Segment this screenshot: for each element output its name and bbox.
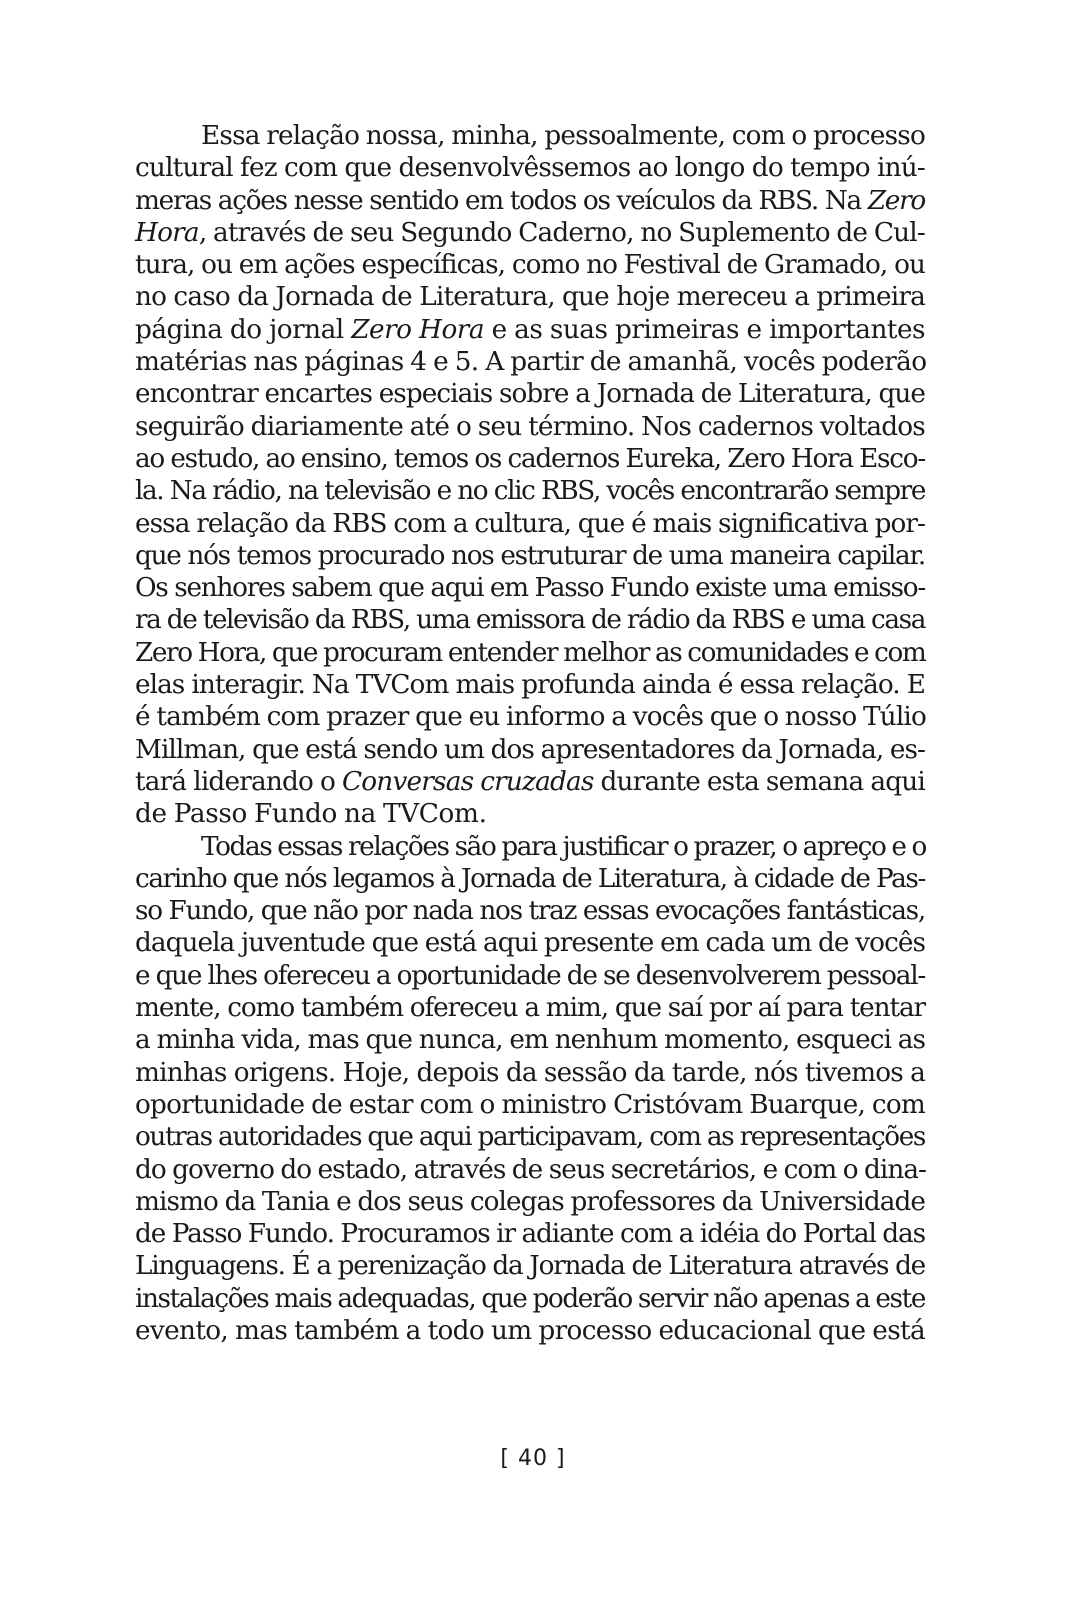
text-segment: meras ações nesse sentido em todos os veículos da RBS. Na [135, 185, 868, 216]
text-line [135, 701, 925, 733]
text-segment: ra de televisão da RBS, uma emissora de rádio da RBS e uma casa [135, 605, 925, 636]
text-segment: encontrar encartes especiais sobre a Jornada de Literatura, que [135, 379, 925, 410]
text-segment: página do jornal [135, 314, 352, 345]
text-line [135, 669, 925, 701]
text-segment: mente, como também ofereceu a mim, que saí por aí para tentar [135, 993, 925, 1024]
text-segment: cultural fez com que desenvolvêssemos ao longo do tempo inú- [135, 153, 925, 184]
text-segment: no caso da Jornada de Literatura, que hoje mereceu a primeira [135, 282, 925, 313]
text-segment: ao estudo, ao ensino, temos os cadernos Eureka, Zero Hora Esco- [135, 443, 925, 474]
text-line [135, 1186, 925, 1218]
text-segment: Os senhores sabem que aqui em Passo Fundo existe uma emisso- [135, 573, 925, 604]
text-line [135, 1024, 925, 1056]
text-segment: instalações mais adequadas, que poderão servir não apenas a este [135, 1283, 925, 1314]
text-segment: que nós temos procurado nos estruturar de uma maneira capilar. [135, 540, 925, 571]
text-segment: tura, ou em ações específicas, como no Festival de Gramado, ou [135, 250, 925, 281]
text-line [135, 475, 925, 507]
text-line [135, 346, 925, 378]
text-segment: oportunidade de estar com o ministro Cristóvam Buarque, com [135, 1089, 925, 1120]
text-line [135, 185, 925, 217]
text-segment: durante esta semana aqui [593, 766, 925, 797]
text-segment: tará liderando o [135, 766, 342, 797]
text-segment: daquela juventude que está aqui presente em cada um de vocês [135, 928, 925, 959]
text-line [135, 378, 925, 410]
text-line [135, 249, 925, 281]
text-segment: e as suas primeiras e importantes [484, 314, 926, 345]
text-segment: de Passo Fundo na TVCom. [135, 799, 487, 830]
text-line [135, 766, 925, 798]
text-segment: matérias nas páginas 4 e 5. A partir de amanhã, vocês poderão [135, 347, 927, 378]
text-line [135, 1089, 925, 1121]
text-line [135, 604, 925, 636]
text-line [135, 1315, 925, 1347]
text-segment: evento, mas também a todo um processo educacional que está [135, 1315, 925, 1346]
page-number: [ 40 ] [500, 1446, 566, 1471]
text-segment: elas interagir. Na TVCom mais profunda ainda é essa relação. E [135, 670, 925, 701]
text-line [135, 1218, 925, 1250]
paragraph [135, 120, 925, 831]
text-segment: Zero Hora, que procuram entender melhor as comunidades e com [135, 637, 926, 668]
text-segment: carinho que nós legamos à Jornada de Literatura, à cidade de Pas- [135, 863, 925, 894]
italic-text: Zero [867, 185, 925, 216]
text-line [135, 637, 925, 669]
text-segment: Millman, que está sendo um dos apresentadores da Jornada, es- [135, 734, 925, 765]
text-segment: mismo da Tania e dos seus colegas professores da Universidade [135, 1186, 925, 1217]
text-line [135, 443, 925, 475]
text-segment: do governo do estado, através de seus secretários, e com o dina- [135, 1154, 926, 1185]
text-line [135, 1154, 925, 1186]
text-line [135, 120, 925, 152]
text-line [135, 831, 925, 863]
paragraph [135, 831, 925, 1348]
italic-text: Zero Hora [351, 314, 485, 345]
text-segment: Essa relação nossa, minha, pessoalmente, com o processo [201, 121, 925, 151]
text-line [135, 508, 925, 540]
text-line [135, 572, 925, 604]
text-line [135, 863, 925, 895]
text-line [135, 1121, 925, 1153]
text-segment: Todas essas relações são para justificar o prazer, o apreço e o [201, 831, 926, 862]
text-line [135, 411, 925, 443]
text-line [135, 1057, 925, 1089]
text-segment: minhas origens. Hoje, depois da sessão da tarde, nós tivemos a [135, 1057, 925, 1088]
text-line [135, 540, 925, 572]
text-line [135, 217, 925, 249]
text-segment: é também com prazer que eu informo a vocês que o nosso Túlio [135, 702, 927, 733]
text-segment: de Passo Fundo. Procuramos ir adiante com a idéia do Portal das [135, 1219, 925, 1250]
text-line [135, 992, 925, 1024]
page-body [135, 120, 925, 1347]
text-line [135, 927, 925, 959]
text-line [135, 1283, 925, 1315]
text-segment: seguirão diariamente até o seu término. Nos cadernos voltados [135, 411, 925, 442]
text-segment: a minha vida, mas que nunca, em nenhum momento, esqueci as [135, 1025, 925, 1056]
italic-text: Hora [135, 217, 199, 248]
text-segment: , através de seu Segundo Caderno, no Suplemento de Cul- [198, 217, 925, 248]
text-line [135, 895, 925, 927]
text-line [135, 798, 925, 830]
text-line [135, 1250, 925, 1282]
text-line [135, 960, 925, 992]
text-segment: outras autoridades que aqui participavam, com as representações [135, 1122, 925, 1153]
text-segment: la. Na rádio, na televisão e no clic RBS, vocês encontrarão sempre [135, 476, 925, 507]
italic-text: Conversas cruzadas [341, 766, 594, 797]
text-segment: Linguagens. É a perenização da Jornada de Literatura através de [135, 1251, 925, 1282]
text-line [135, 734, 925, 766]
text-line [135, 152, 925, 184]
text-segment: so Fundo, que não por nada nos traz essas evocações fantásticas, [135, 896, 925, 927]
text-segment: e que lhes ofereceu a oportunidade de se desenvolverem pessoal- [135, 960, 925, 991]
text-line [135, 281, 925, 313]
text-line [135, 314, 925, 346]
text-segment: essa relação da RBS com a cultura, que é mais significativa por- [135, 508, 925, 539]
